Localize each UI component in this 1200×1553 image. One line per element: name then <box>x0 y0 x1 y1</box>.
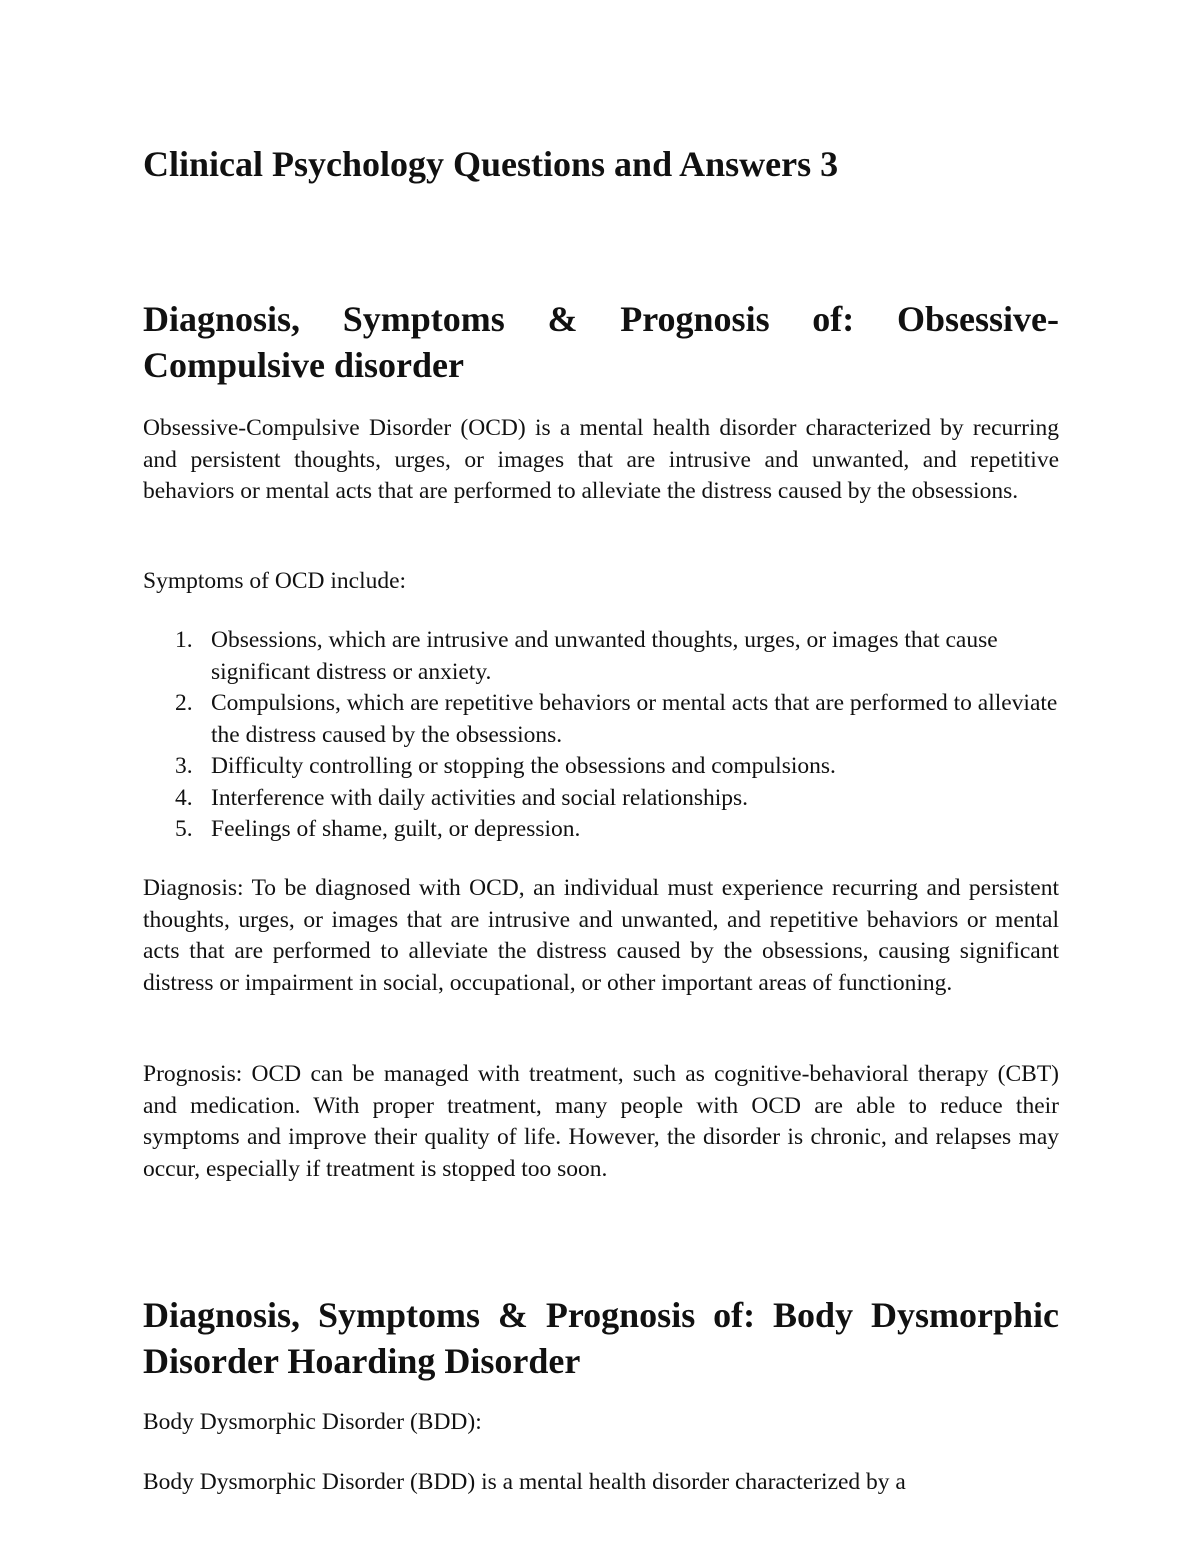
list-item <box>143 751 1059 783</box>
ocd-intro-paragraph: Obsessive-Compulsive Disorder (OCD) is a mental health disorder characterized by recurring and persistent thoughts, urges, or images that are intrusive and unwanted, and repetitive behaviors or mental acts that are performed to alleviate the distress caused by the obsessions. <box>143 415 1059 504</box>
ocd-symptoms-label: Symptoms of OCD include: <box>143 568 407 594</box>
ocd-symptoms-list <box>143 625 1059 846</box>
list-item-number: 2. <box>175 690 193 716</box>
list-item-text: Difficulty controlling or stopping the obsessions and compulsions. <box>211 753 836 779</box>
bdd-subheading: Body Dysmorphic Disorder (BDD): <box>143 1409 482 1435</box>
list-item-text: Compulsions, which are repetitive behaviors or mental acts that are performed to alleviate the distress caused by the obsessions. <box>211 690 1058 748</box>
section-heading-ocd: Diagnosis, Symptoms & Prognosis of: Obsessive-Compulsive disorder <box>143 299 1059 385</box>
list-item-number: 4. <box>175 784 193 811</box>
list-item <box>143 625 1059 688</box>
list-item-text: Interference with daily activities and social relationships. <box>211 784 749 811</box>
ocd-diagnosis-paragraph: Diagnosis: To be diagnosed with OCD, an individual must experience recurring and persistent thoughts, urges, or images that are intrusive and unwanted, and repetitive behaviors or mental acts that are performed to alleviate the distress caused by the obsessions, causing significant distress or impairment in social, occupational, or other important areas of functioning. <box>143 875 1059 996</box>
document-title: Clinical Psychology Questions and Answers 3 <box>143 144 839 184</box>
list-item-text: Obsessions, which are intrusive and unwanted thoughts, urges, or images that cause significant distress or anxiety. <box>211 627 998 685</box>
list-item-number: 3. <box>175 753 193 779</box>
list-item <box>143 783 1059 815</box>
list-item <box>143 688 1059 751</box>
section-heading-bdd: Diagnosis, Symptoms & Prognosis of: Body Dysmorphic Disorder Hoarding Disorder <box>143 1295 1059 1381</box>
list-item <box>143 814 1059 846</box>
list-item-text: Feelings of shame, guilt, or depression. <box>211 816 581 842</box>
list-item-number: 5. <box>175 816 193 842</box>
list-item-number: 1. <box>175 627 193 653</box>
bdd-intro-paragraph: Body Dysmorphic Disorder (BDD) is a mental health disorder characterized by a <box>143 1469 906 1495</box>
ocd-prognosis-paragraph: Prognosis: OCD can be managed with treatment, such as cognitive-behavioral therapy (CBT) and medication. With proper treatment, many people with OCD are able to reduce their symptoms and improve their quality of life. However, the disorder is chronic, and relapses may occur, especially if treatment is stopped too soon. <box>143 1061 1059 1182</box>
